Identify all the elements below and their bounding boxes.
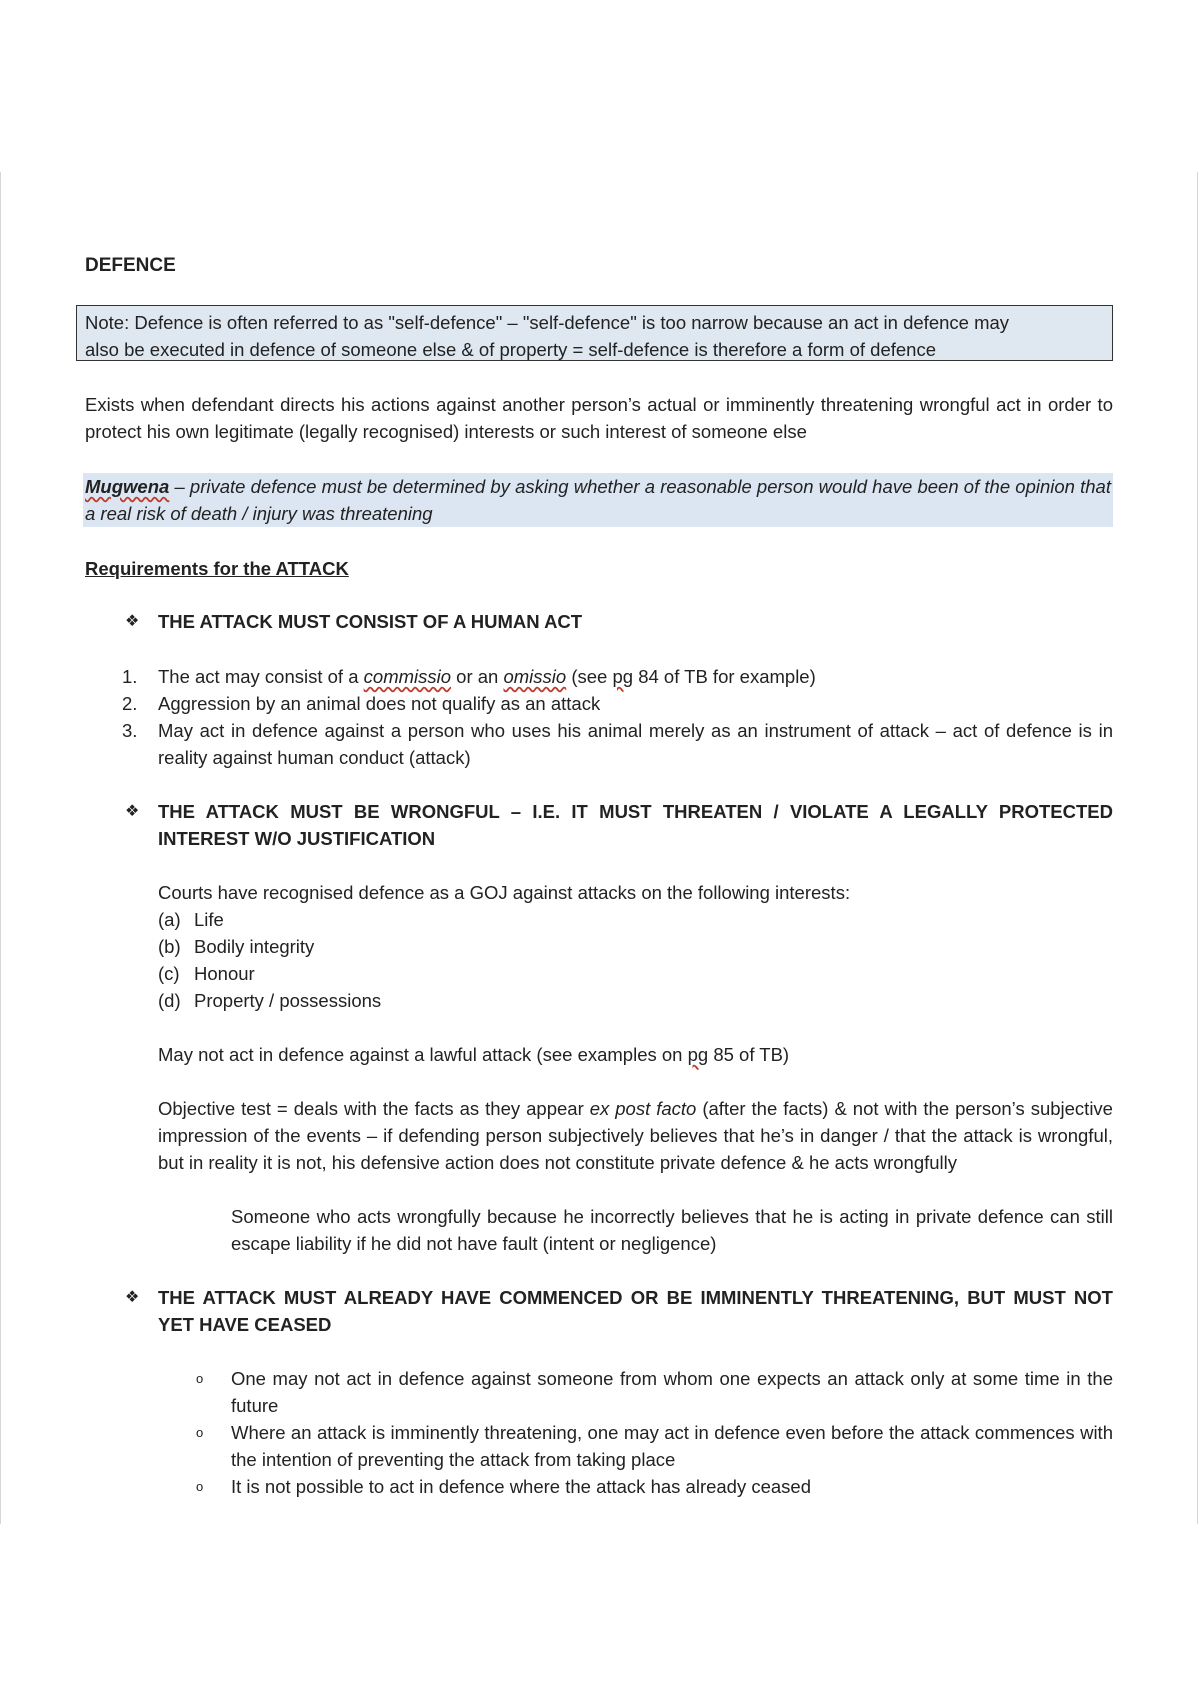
timing-bullet-2: Where an attack is imminently threatening, one may act in defence even before the attack commences with the intention of preventing the attack from taking place [231,1422,1113,1470]
sub-bullet-icon-2: o [196,1425,204,1440]
timing-bullet-3: It is not possible to act in defence where the attack has already ceased [231,1476,812,1497]
term-omissio: omissio [503,666,567,687]
note-line-1: Note: Defence is often referred to as "self-defence" – "self-defence" is too narrow because an act in defence may [85,312,1010,333]
req1-item-2-number: 2. [122,693,138,714]
interest-b-label: (b) [158,936,181,957]
lawful-attack-note [158,1041,789,1068]
req1-item-1 [158,663,816,690]
lawful-attack-text-a: May not act in defence against a lawful attack (see examples on [158,1044,688,1065]
case-text: – private defence must be determined by asking whether a reasonable person would have been of the opinion that a real risk of death / injury was threatening [85,476,1111,524]
req1-item-1-text-a: The act may consist of a [158,666,364,687]
req2-bullet-icon: ❖ [125,803,140,820]
term-commissio: commissio [363,666,452,687]
definition-paragraph: Exists when defendant directs his actions against another person’s actual or imminently threatening wrongful act in order to protect his own legitimate (legally recognised) interests or such interest of someone else [85,394,1113,442]
req1-item-1-text-c: (see [566,666,613,687]
req1-item-2: Aggression by an animal does not qualify as an attack [158,693,601,714]
ex-post-facto: ex post facto [589,1098,697,1119]
interest-a-label: (a) [158,909,181,930]
objective-test-paragraph [158,1095,1113,1176]
interest-b: Bodily integrity [194,936,315,957]
req1-item-3-number: 3. [122,720,138,741]
sub-bullet-icon-3: o [196,1479,204,1494]
document-title: DEFENCE [85,255,176,276]
interest-a: Life [194,909,224,930]
note-box [76,305,1113,361]
req1-heading: THE ATTACK MUST CONSIST OF A HUMAN ACT [158,611,583,632]
req3-bullet-icon: ❖ [125,1289,140,1306]
page-edge-right [1197,172,1198,1524]
timing-bullet-1: One may not act in defence against someone from whom one expects an attack only at some time in the future [231,1368,1113,1416]
req3-heading: THE ATTACK MUST ALREADY HAVE COMMENCED OR BE IMMINENTLY THREATENING, BUT MUST NOT YET HAVE CEASED [158,1287,1113,1335]
note-line-2: also be executed in defence of someone else & of property = self-defence is therefore a form of defence [85,339,936,360]
lawful-attack-text-b: 85 of TB) [708,1044,790,1065]
req1-item-1-text-b: or an [451,666,504,687]
req1-bullet-icon: ❖ [125,613,140,630]
req2-heading: THE ATTACK MUST BE WRONGFUL – I.E. IT MUST THREATEN / VIOLATE A LEGALLY PROTECTED INTEREST W/O JUSTIFICATION [158,801,1113,849]
interest-c: Honour [194,963,255,984]
req2-intro: Courts have recognised defence as a GOJ against attacks on the following interests: [158,882,851,903]
req1-item-3: May act in defence against a person who uses his animal merely as an instrument of attack – act of defence is in reality against human conduct (attack) [158,720,1113,768]
objective-text-b: (after the facts) & not with the person’s subjective impression of the events – if defending person subjectively believes that he’s in danger / that the attack is wrongful, but in reality it is not, his defensive action does not constitute private defence & he acts wrongfully [158,1098,1113,1173]
interest-c-label: (c) [158,963,180,984]
term-pg-2: pg [687,1044,709,1065]
objective-text-a: Objective test = deals with the facts as they appear [158,1098,590,1119]
case-box [83,473,1113,527]
case-name: Mugwena [85,476,170,497]
interest-d: Property / possessions [194,990,382,1011]
req1-item-1-number: 1. [122,666,138,687]
escape-liability-paragraph: Someone who acts wrongfully because he incorrectly believes that he is acting in private defence can still escape liability if he did not have fault (intent or negligence) [231,1206,1113,1254]
interest-d-label: (d) [158,990,181,1011]
sub-bullet-icon-1: o [196,1371,204,1386]
req1-item-1-text-d: 84 of TB for example) [633,666,816,687]
term-pg: pg [612,666,634,687]
page-edge-left [0,172,1,1524]
requirements-heading: Requirements for the ATTACK [85,558,349,579]
